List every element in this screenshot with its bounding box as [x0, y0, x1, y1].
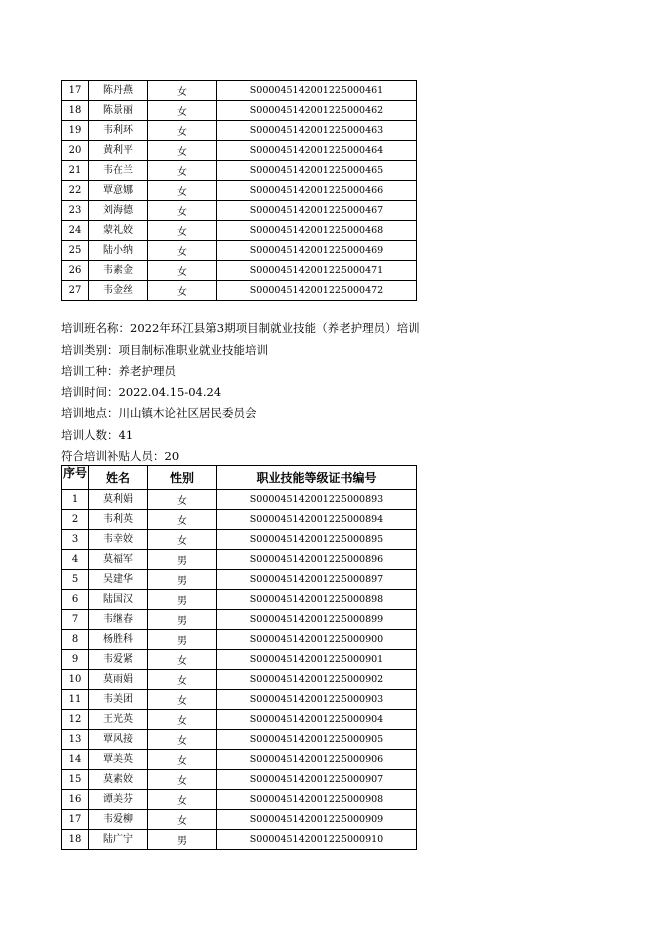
name-cell: 韦素金	[89, 261, 148, 281]
name-cell: 韦利英	[89, 510, 148, 530]
table-row	[62, 610, 417, 630]
name-cell: 莫素姣	[89, 770, 148, 790]
seq-cell: 3	[62, 530, 89, 550]
name-cell: 韦美团	[89, 690, 148, 710]
header-sex: 性别	[148, 466, 217, 490]
table-row	[62, 590, 417, 610]
sex-cell: 女	[148, 710, 217, 730]
sex-cell: 男	[148, 830, 217, 850]
seq-cell: 23	[62, 201, 89, 221]
sex-cell: 女	[148, 201, 217, 221]
seq-cell: 25	[62, 241, 89, 261]
sex-cell: 女	[148, 281, 217, 301]
cert-number-cell: S000045142001225000897	[217, 570, 417, 590]
sex-cell: 女	[148, 221, 217, 241]
name-cell: 杨胜科	[89, 630, 148, 650]
table-row	[62, 261, 417, 281]
name-cell: 莫雨娟	[89, 670, 148, 690]
seq-cell: 22	[62, 181, 89, 201]
sex-cell: 女	[148, 81, 217, 101]
cert-number-cell: S000045142001225000462	[217, 101, 417, 121]
sex-cell: 女	[148, 510, 217, 530]
training-trade-line: 培训工种：养老护理员	[61, 364, 176, 378]
sex-cell: 女	[148, 261, 217, 281]
cert-number-cell: S000045142001225000461	[217, 81, 417, 101]
name-cell: 韦幸姣	[89, 530, 148, 550]
cert-number-cell: S000045142001225000902	[217, 670, 417, 690]
name-cell: 莫利娟	[89, 490, 148, 510]
sex-cell: 女	[148, 750, 217, 770]
sex-cell: 男	[148, 590, 217, 610]
table-row	[62, 830, 417, 850]
name-cell: 谭美芬	[89, 790, 148, 810]
cert-number-cell: S000045142001225000466	[217, 181, 417, 201]
table-row	[62, 121, 417, 141]
name-cell: 覃风接	[89, 730, 148, 750]
seq-cell: 10	[62, 670, 89, 690]
cert-number-cell: S000045142001225000898	[217, 590, 417, 610]
table-row	[62, 281, 417, 301]
seq-cell: 24	[62, 221, 89, 241]
table-row	[62, 730, 417, 750]
name-cell: 韦在兰	[89, 161, 148, 181]
name-cell: 黄利平	[89, 141, 148, 161]
seq-cell: 19	[62, 121, 89, 141]
sex-cell: 女	[148, 810, 217, 830]
training-count-line: 培训人数：41	[61, 428, 134, 442]
table-row	[62, 181, 417, 201]
cert-number-cell: S000045142001225000467	[217, 201, 417, 221]
sex-cell: 男	[148, 610, 217, 630]
sex-cell: 女	[148, 161, 217, 181]
seq-cell: 18	[62, 101, 89, 121]
seq-cell: 5	[62, 570, 89, 590]
cert-number-cell: S000045142001225000903	[217, 690, 417, 710]
name-cell: 陆国汉	[89, 590, 148, 610]
name-cell: 韦利环	[89, 121, 148, 141]
table-row	[62, 490, 417, 510]
table-row	[62, 161, 417, 181]
table-header-row	[62, 466, 417, 490]
cert-number-cell: S000045142001225000465	[217, 161, 417, 181]
cert-number-cell: S000045142001225000896	[217, 550, 417, 570]
table-row	[62, 101, 417, 121]
cert-number-cell: S000045142001225000906	[217, 750, 417, 770]
sex-cell: 男	[148, 630, 217, 650]
eligible-count-line: 符合培训补贴人员：20	[61, 449, 180, 463]
cert-number-cell: S000045142001225000893	[217, 490, 417, 510]
sex-cell: 女	[148, 650, 217, 670]
sex-cell: 女	[148, 141, 217, 161]
sex-cell: 女	[148, 690, 217, 710]
seq-cell: 4	[62, 550, 89, 570]
seq-cell: 9	[62, 650, 89, 670]
seq-cell: 27	[62, 281, 89, 301]
seq-cell: 8	[62, 630, 89, 650]
seq-cell: 2	[62, 510, 89, 530]
cert-number-cell: S000045142001225000471	[217, 261, 417, 281]
cert-number-cell: S000045142001225000910	[217, 830, 417, 850]
table-row	[62, 141, 417, 161]
cert-number-cell: S000045142001225000469	[217, 241, 417, 261]
table-row	[62, 650, 417, 670]
seq-cell: 11	[62, 690, 89, 710]
name-cell: 陈景丽	[89, 101, 148, 121]
name-cell: 刘海德	[89, 201, 148, 221]
table-row	[62, 81, 417, 101]
table-row	[62, 510, 417, 530]
header-name: 姓名	[89, 466, 148, 490]
sex-cell: 男	[148, 570, 217, 590]
name-cell: 吴建华	[89, 570, 148, 590]
header-cert: 职业技能等级证书编号	[217, 466, 417, 490]
cert-number-cell: S000045142001225000463	[217, 121, 417, 141]
training-category-line: 培训类别：项目制标准职业就业技能培训	[61, 343, 268, 357]
sex-cell: 女	[148, 530, 217, 550]
name-cell: 覃意娜	[89, 181, 148, 201]
training-location-line: 培训地点：川山镇木论社区居民委员会	[61, 406, 257, 420]
table-row	[62, 710, 417, 730]
seq-cell: 6	[62, 590, 89, 610]
trainee-table-continued	[61, 80, 417, 301]
name-cell: 韦爱柳	[89, 810, 148, 830]
sex-cell: 女	[148, 730, 217, 750]
name-cell: 陆小纳	[89, 241, 148, 261]
cert-number-cell: S000045142001225000908	[217, 790, 417, 810]
table-row	[62, 221, 417, 241]
name-cell: 陈丹燕	[89, 81, 148, 101]
cert-number-cell: S000045142001225000468	[217, 221, 417, 241]
sex-cell: 女	[148, 121, 217, 141]
table-row	[62, 670, 417, 690]
table-row	[62, 201, 417, 221]
seq-cell: 1	[62, 490, 89, 510]
cert-number-cell: S000045142001225000899	[217, 610, 417, 630]
name-cell: 莫福军	[89, 550, 148, 570]
cert-number-cell: S000045142001225000900	[217, 630, 417, 650]
seq-cell: 21	[62, 161, 89, 181]
seq-cell: 16	[62, 790, 89, 810]
seq-cell: 26	[62, 261, 89, 281]
seq-cell: 7	[62, 610, 89, 630]
cert-number-cell: S000045142001225000904	[217, 710, 417, 730]
seq-cell: 12	[62, 710, 89, 730]
cert-number-cell: S000045142001225000464	[217, 141, 417, 161]
sex-cell: 女	[148, 101, 217, 121]
table-row	[62, 790, 417, 810]
table-row	[62, 570, 417, 590]
cert-number-cell: S000045142001225000901	[217, 650, 417, 670]
name-cell: 韦继春	[89, 610, 148, 630]
header-seq: 序号	[62, 466, 89, 490]
sex-cell: 女	[148, 181, 217, 201]
name-cell: 覃美英	[89, 750, 148, 770]
trainee-table-continued-body	[62, 81, 417, 301]
seq-cell: 17	[62, 810, 89, 830]
sex-cell: 女	[148, 790, 217, 810]
trainee-table	[61, 465, 417, 850]
seq-cell: 15	[62, 770, 89, 790]
name-cell: 王光英	[89, 710, 148, 730]
table-row	[62, 810, 417, 830]
cert-number-cell: S000045142001225000894	[217, 510, 417, 530]
cert-number-cell: S000045142001225000909	[217, 810, 417, 830]
seq-cell: 17	[62, 81, 89, 101]
table-row	[62, 241, 417, 261]
trainee-table-body	[62, 490, 417, 850]
table-row	[62, 690, 417, 710]
name-cell: 韦爱紧	[89, 650, 148, 670]
name-cell: 陆广宁	[89, 830, 148, 850]
sex-cell: 男	[148, 550, 217, 570]
sex-cell: 女	[148, 241, 217, 261]
cert-number-cell: S000045142001225000907	[217, 770, 417, 790]
table-row	[62, 530, 417, 550]
sex-cell: 女	[148, 770, 217, 790]
sex-cell: 女	[148, 490, 217, 510]
table-row	[62, 770, 417, 790]
cert-number-cell: S000045142001225000472	[217, 281, 417, 301]
cert-number-cell: S000045142001225000895	[217, 530, 417, 550]
sex-cell: 女	[148, 670, 217, 690]
table-row	[62, 550, 417, 570]
class-name-line: 培训班名称：2022年环江县第3期项目制就业技能（养老护理员）培训	[61, 321, 420, 335]
seq-cell: 18	[62, 830, 89, 850]
name-cell: 蒙礼姣	[89, 221, 148, 241]
table-row	[62, 750, 417, 770]
training-time-line: 培训时间：2022.04.15-04.24	[61, 385, 222, 399]
seq-cell: 20	[62, 141, 89, 161]
seq-cell: 13	[62, 730, 89, 750]
name-cell: 韦金丝	[89, 281, 148, 301]
cert-number-cell: S000045142001225000905	[217, 730, 417, 750]
table-row	[62, 630, 417, 650]
seq-cell: 14	[62, 750, 89, 770]
